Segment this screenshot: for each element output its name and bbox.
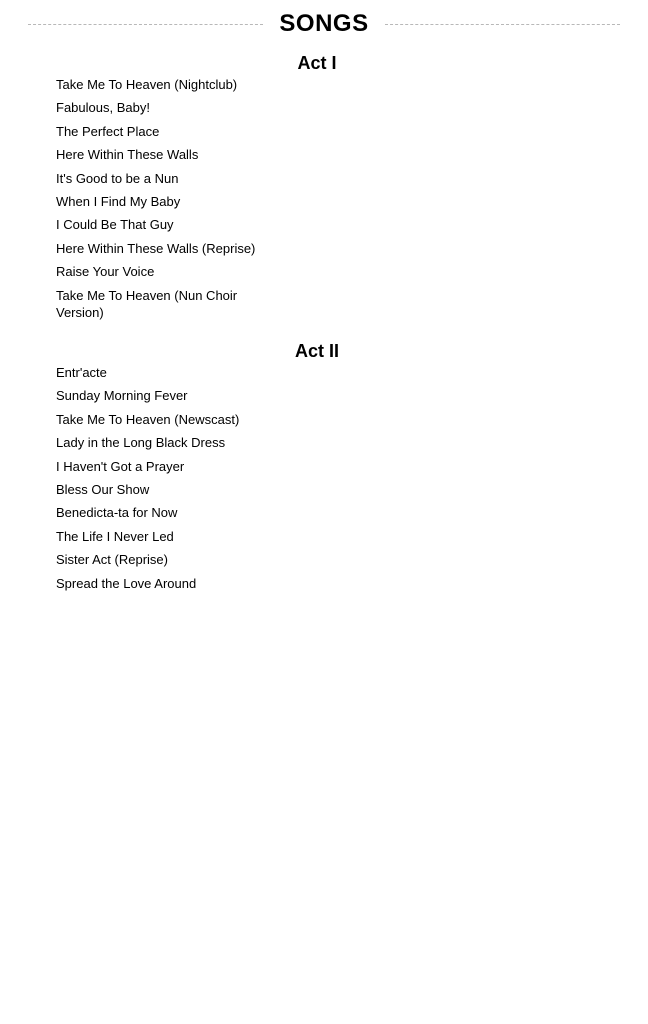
song-item: Take Me To Heaven (Nightclub) [56, 77, 238, 92]
songs-header [28, 8, 620, 40]
song-item: I Haven't Got a Prayer [56, 458, 185, 474]
song-item: Sister Act (Reprise) [56, 552, 168, 568]
song-item: It's Good to be a Nun [56, 170, 179, 186]
song-item: Entr'acte [56, 365, 107, 380]
song-item: Here Within These Walls (Reprise) [56, 240, 256, 256]
song-item: When I Find My Baby [56, 193, 181, 209]
song-item: Sunday Morning Fever [56, 388, 188, 404]
song-item: Spread the Love Around [56, 575, 197, 591]
song-item: Bless Our Show [56, 481, 150, 497]
song-item: Lady in the Long Black Dress [56, 435, 226, 451]
act-1-song-list [56, 76, 286, 327]
song-item: The Perfect Place [56, 123, 160, 139]
song-item: Benedicta-ta for Now [56, 505, 178, 521]
act-2-song-list [56, 364, 286, 598]
header-left-rule [28, 24, 263, 25]
song-item: Take Me To Heaven (Newscast) [56, 411, 240, 427]
song-item: Here Within These Walls [56, 147, 199, 163]
act-1-heading: Act I [297, 53, 337, 73]
song-item: I Could Be That Guy [56, 217, 174, 233]
song-item: The Life I Never Led [56, 528, 174, 544]
header-right-rule [385, 24, 620, 25]
song-item: Take Me To Heaven (Nun Choir Version) [56, 287, 238, 320]
song-item: Raise Your Voice [56, 264, 155, 280]
song-item: Fabulous, Baby! [56, 100, 150, 116]
page-title: SONGS [279, 10, 369, 37]
act-2-heading: Act II [294, 341, 339, 361]
